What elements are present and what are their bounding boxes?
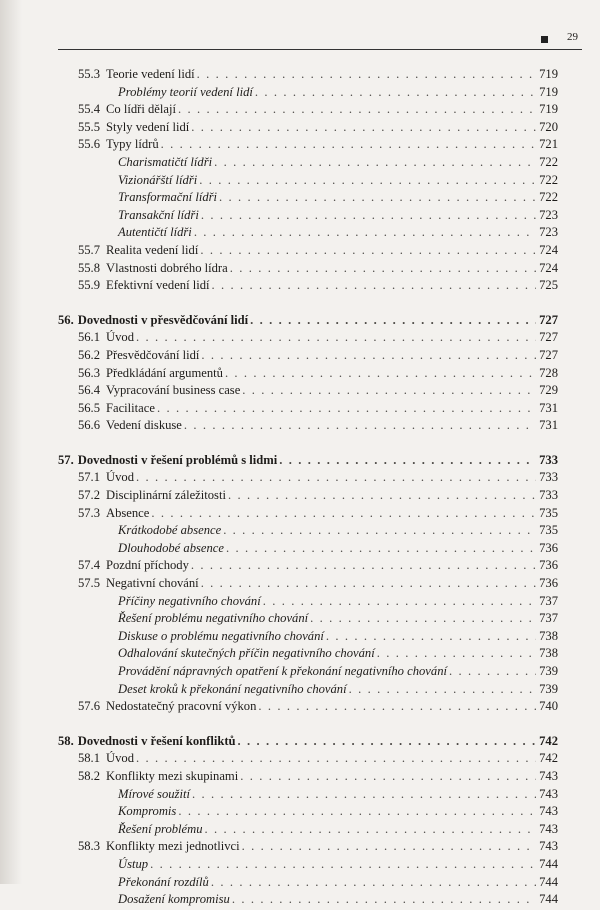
toc-subsection-row[interactable] bbox=[58, 85, 558, 103]
toc-dot-leader bbox=[447, 664, 536, 679]
toc-entry-title: Transformační lídři bbox=[118, 190, 218, 205]
toc-section-row[interactable] bbox=[58, 261, 558, 279]
toc-entry-title: Disciplinární záležitosti bbox=[106, 488, 226, 503]
toc-entry-page: 743 bbox=[539, 821, 558, 836]
toc-subsection-row[interactable] bbox=[58, 875, 558, 893]
toc-entry-title: Pozdní příchody bbox=[106, 558, 189, 573]
toc-entry-page: 724 bbox=[539, 260, 558, 275]
toc-dot-leader bbox=[210, 278, 536, 293]
toc-subsection-row[interactable] bbox=[58, 155, 558, 173]
toc-entry-page: 727 bbox=[539, 330, 558, 345]
toc-dot-leader bbox=[197, 173, 536, 188]
toc-dot-leader bbox=[230, 892, 536, 907]
toc-entry-number: 55.9 bbox=[77, 278, 100, 293]
toc-entry-title: Nedostatečný pracovní výkon bbox=[106, 699, 257, 714]
toc-subsection-row[interactable] bbox=[58, 173, 558, 191]
toc-entry-page: 728 bbox=[539, 365, 558, 380]
toc-dot-leader bbox=[221, 523, 536, 538]
toc-entry-page: 733 bbox=[539, 452, 558, 467]
toc-dot-leader bbox=[176, 804, 536, 819]
toc-entry-page: 740 bbox=[539, 699, 558, 714]
toc-entry-page: 719 bbox=[539, 67, 558, 81]
toc-subsection-row[interactable] bbox=[58, 892, 558, 910]
toc-entry-page: 719 bbox=[539, 102, 558, 117]
toc-dot-leader bbox=[134, 751, 536, 766]
toc-section-row[interactable] bbox=[58, 137, 558, 155]
toc-entry-page: 743 bbox=[539, 786, 558, 801]
chapter-gap bbox=[58, 296, 558, 313]
toc-dot-leader bbox=[240, 839, 536, 854]
toc-entry-title: Dovednosti v řešení problémů s lidmi bbox=[77, 452, 278, 467]
toc-entry-number: 58.1 bbox=[77, 751, 100, 766]
toc-entry-title: Dovednosti v řešení konfliktů bbox=[77, 733, 236, 748]
toc-entry-title: Co lídři dělají bbox=[106, 102, 176, 117]
toc-entry-page: 743 bbox=[539, 839, 558, 854]
toc-section-row[interactable] bbox=[58, 488, 558, 506]
page-number: 29 bbox=[567, 31, 578, 43]
toc-entry-number: 55.3 bbox=[77, 67, 100, 81]
toc-entry-number: 55.5 bbox=[77, 119, 100, 134]
toc-subsection-row[interactable] bbox=[58, 190, 558, 208]
toc-entry-number: 56.2 bbox=[77, 347, 100, 362]
toc-entry-title: Úvod bbox=[106, 470, 134, 485]
toc-dot-leader bbox=[149, 506, 536, 521]
toc-entry-number: 56.6 bbox=[77, 418, 100, 433]
toc-entry-number: 56.1 bbox=[77, 330, 100, 345]
toc-entry-page: 738 bbox=[539, 646, 558, 661]
toc-dot-leader bbox=[148, 857, 536, 872]
toc-entry-number: 57.1 bbox=[77, 470, 100, 485]
toc-section-row[interactable] bbox=[58, 769, 558, 787]
toc-entry-title: Negativní chování bbox=[106, 576, 199, 591]
toc-entry-number: 56. bbox=[58, 312, 74, 327]
toc-entry-title: Dlouhodobé absence bbox=[118, 540, 224, 555]
toc-entry-title: Charismatičtí lídři bbox=[118, 154, 213, 169]
chapter-gap bbox=[58, 717, 558, 734]
toc-section-row[interactable] bbox=[58, 401, 558, 419]
toc-entry-title: Řešení problému negativního chování bbox=[118, 611, 309, 626]
toc-entry-page: 743 bbox=[539, 804, 558, 819]
toc-entry-page: 739 bbox=[539, 681, 558, 696]
toc-subsection-row[interactable] bbox=[58, 225, 558, 243]
toc-dot-leader bbox=[155, 401, 536, 416]
toc-subsection-row[interactable] bbox=[58, 682, 558, 700]
toc-entry-page: 736 bbox=[539, 540, 558, 555]
toc-entry-title: Realita vedení lidí bbox=[106, 242, 199, 257]
page-header bbox=[58, 30, 578, 50]
toc-entry-page: 738 bbox=[539, 628, 558, 643]
toc-section-row[interactable] bbox=[58, 506, 558, 524]
toc-entry-title: Facilitace bbox=[106, 400, 155, 415]
toc-entry-page: 743 bbox=[539, 768, 558, 783]
toc-dot-leader bbox=[190, 787, 536, 802]
toc-chapter-row[interactable] bbox=[58, 313, 558, 331]
toc-entry-page: 744 bbox=[539, 892, 558, 907]
toc-subsection-row[interactable] bbox=[58, 523, 558, 541]
toc-dot-leader bbox=[261, 594, 536, 609]
toc-subsection-row[interactable] bbox=[58, 822, 558, 840]
toc-entry-title: Příčiny negativního chování bbox=[118, 593, 261, 608]
toc-entry-title: Autentičtí lídři bbox=[118, 225, 192, 240]
toc-dot-leader bbox=[228, 261, 536, 276]
toc-subsection-row[interactable] bbox=[58, 541, 558, 559]
toc-entry-title: Vypracování business case bbox=[106, 383, 241, 398]
toc-entry-page: 719 bbox=[539, 84, 558, 99]
toc-dot-leader bbox=[308, 611, 536, 626]
toc-section-row[interactable] bbox=[58, 470, 558, 488]
toc-entry-title: Kompromis bbox=[118, 804, 177, 819]
toc-chapter-row[interactable] bbox=[58, 734, 558, 752]
toc-section-row[interactable] bbox=[58, 348, 558, 366]
toc-dot-leader bbox=[134, 330, 536, 345]
toc-entry-page: 727 bbox=[539, 312, 558, 327]
toc-dot-leader bbox=[253, 85, 536, 100]
toc-dot-leader bbox=[189, 120, 536, 135]
toc-dot-leader bbox=[199, 348, 536, 363]
toc-entry-number: 56.3 bbox=[77, 365, 100, 380]
toc-entry-number: 57. bbox=[58, 452, 74, 467]
toc-entry-page: 733 bbox=[539, 470, 558, 485]
toc-entry-title: Transakční lídři bbox=[118, 207, 199, 222]
toc-dot-leader bbox=[236, 734, 536, 749]
toc-entry-page: 744 bbox=[539, 874, 558, 889]
toc-entry-number: 58.3 bbox=[77, 839, 100, 854]
toc-entry-title: Ústup bbox=[118, 856, 149, 871]
toc-entry-page: 731 bbox=[539, 418, 558, 433]
toc-entry-page: 736 bbox=[539, 558, 558, 573]
toc-dot-leader bbox=[226, 488, 536, 503]
toc-entry-number: 55.7 bbox=[77, 242, 100, 257]
toc-entry-number: 55.4 bbox=[77, 102, 100, 117]
toc-entry-title: Úvod bbox=[106, 751, 134, 766]
toc-dot-leader bbox=[195, 67, 536, 82]
toc-dot-leader bbox=[223, 366, 536, 381]
toc-dot-leader bbox=[347, 682, 536, 697]
toc-entry-number: 57.2 bbox=[77, 488, 100, 503]
toc-entry-title: Překonání rozdílů bbox=[118, 874, 209, 889]
toc-entry-number: 57.4 bbox=[77, 558, 100, 573]
toc-dot-leader bbox=[192, 225, 536, 240]
toc-entry-title: Vedení diskuse bbox=[106, 418, 182, 433]
toc-entry-page: 736 bbox=[539, 576, 558, 591]
toc-entry-title: Efektivní vedení lidí bbox=[106, 278, 210, 293]
toc-section-row[interactable] bbox=[58, 418, 558, 436]
table-of-contents bbox=[58, 67, 558, 910]
toc-entry-title: Dovednosti v přesvědčování lidí bbox=[77, 312, 249, 327]
toc-dot-leader bbox=[203, 822, 536, 837]
toc-entry-title: Provádění nápravných opatření k překonání negativního chování bbox=[118, 664, 447, 678]
toc-entry-page: 723 bbox=[539, 207, 558, 222]
toc-entry-title: Odhalování skutečných příčin negativního chování bbox=[118, 646, 375, 661]
toc-entry-page: 731 bbox=[539, 400, 558, 415]
toc-entry-page: 739 bbox=[539, 664, 558, 678]
toc-dot-leader bbox=[182, 418, 536, 433]
toc-entry-title: Typy lídrů bbox=[106, 137, 159, 152]
toc-entry-title: Absence bbox=[106, 505, 150, 520]
toc-subsection-row[interactable] bbox=[58, 857, 558, 875]
toc-dot-leader bbox=[324, 629, 536, 644]
toc-entry-title: Předkládání argumentů bbox=[106, 365, 223, 380]
toc-entry-number: 56.5 bbox=[77, 400, 100, 415]
toc-entry-page: 737 bbox=[539, 611, 558, 626]
toc-entry-page: 720 bbox=[539, 119, 558, 134]
toc-section-row[interactable] bbox=[58, 366, 558, 384]
toc-subsection-row[interactable] bbox=[58, 804, 558, 822]
toc-section-row[interactable] bbox=[58, 699, 558, 717]
toc-entry-page: 737 bbox=[539, 593, 558, 608]
toc-subsection-row[interactable] bbox=[58, 646, 558, 664]
toc-entry-page: 727 bbox=[539, 347, 558, 362]
page-gutter-shadow bbox=[0, 0, 22, 884]
toc-chapter-row[interactable] bbox=[58, 453, 558, 471]
toc-entry-title: Mírové soužití bbox=[118, 786, 190, 801]
toc-dot-leader bbox=[240, 383, 536, 398]
toc-section-row[interactable] bbox=[58, 558, 558, 576]
toc-entry-page: 722 bbox=[539, 172, 558, 187]
toc-entry-title: Deset kroků k překonání negativního chování bbox=[118, 681, 347, 696]
toc-entry-page: 721 bbox=[539, 137, 558, 152]
toc-section-row[interactable] bbox=[58, 278, 558, 296]
toc-entry-title: Řešení problému bbox=[118, 821, 203, 836]
toc-entry-number: 57.3 bbox=[77, 505, 100, 520]
toc-dot-leader bbox=[238, 769, 536, 784]
toc-subsection-row[interactable] bbox=[58, 629, 558, 647]
toc-entry-number: 57.6 bbox=[77, 699, 100, 714]
toc-dot-leader bbox=[277, 453, 536, 468]
toc-dot-leader bbox=[248, 313, 536, 328]
toc-section-row[interactable] bbox=[58, 751, 558, 769]
toc-dot-leader bbox=[256, 699, 536, 714]
toc-section-row[interactable] bbox=[58, 102, 558, 120]
toc-entry-page: 744 bbox=[539, 856, 558, 871]
toc-entry-title: Úvod bbox=[106, 330, 134, 345]
toc-entry-number: 55.6 bbox=[77, 137, 100, 152]
toc-entry-title: Diskuse o problému negativního chování bbox=[118, 628, 324, 643]
toc-entry-number: 56.4 bbox=[77, 383, 100, 398]
toc-subsection-row[interactable] bbox=[58, 594, 558, 612]
toc-dot-leader bbox=[176, 102, 536, 117]
toc-section-row[interactable] bbox=[58, 243, 558, 261]
toc-entry-page: 725 bbox=[539, 278, 558, 293]
toc-entry-page: 722 bbox=[539, 154, 558, 169]
toc-dot-leader bbox=[375, 646, 536, 661]
toc-entry-number: 58.2 bbox=[77, 768, 100, 783]
toc-dot-leader bbox=[198, 243, 536, 258]
toc-section-row[interactable] bbox=[58, 383, 558, 401]
toc-entry-number: 58. bbox=[58, 733, 74, 748]
toc-section-row[interactable] bbox=[58, 120, 558, 138]
toc-entry-number: 57.5 bbox=[77, 576, 100, 591]
header-square-mark bbox=[541, 36, 548, 43]
toc-section-row[interactable] bbox=[58, 330, 558, 348]
toc-dot-leader bbox=[209, 875, 536, 890]
toc-entry-title: Vlastnosti dobrého lídra bbox=[106, 260, 228, 275]
toc-subsection-row[interactable] bbox=[58, 208, 558, 226]
toc-dot-leader bbox=[224, 541, 536, 556]
chapter-gap bbox=[58, 436, 558, 453]
toc-entry-page: 723 bbox=[539, 225, 558, 240]
toc-subsection-row[interactable] bbox=[58, 611, 558, 629]
toc-entry-title: Styly vedení lidí bbox=[106, 119, 190, 134]
toc-dot-leader bbox=[159, 137, 536, 152]
toc-subsection-row[interactable] bbox=[58, 787, 558, 805]
toc-dot-leader bbox=[217, 190, 536, 205]
toc-entry-title: Vizionářští lídři bbox=[118, 172, 198, 187]
toc-entry-page: 722 bbox=[539, 190, 558, 205]
toc-section-row[interactable] bbox=[58, 839, 558, 857]
toc-entry-title: Krátkodobé absence bbox=[118, 523, 222, 538]
toc-dot-leader bbox=[199, 208, 536, 223]
toc-section-row[interactable] bbox=[58, 67, 558, 85]
toc-dot-leader bbox=[134, 470, 536, 485]
toc-section-row[interactable] bbox=[58, 576, 558, 594]
toc-entry-page: 735 bbox=[539, 505, 558, 520]
toc-dot-leader bbox=[212, 155, 536, 170]
toc-entry-title: Konflikty mezi jednotlivci bbox=[106, 839, 240, 854]
header-rule bbox=[58, 49, 582, 50]
toc-entry-page: 735 bbox=[539, 523, 558, 538]
toc-entry-title: Problémy teorií vedení lidí bbox=[118, 84, 253, 99]
toc-entry-title: Přesvědčování lidí bbox=[106, 347, 200, 362]
toc-entry-page: 729 bbox=[539, 383, 558, 398]
toc-entry-title: Teorie vedení lidí bbox=[106, 67, 195, 81]
toc-subsection-row[interactable] bbox=[58, 664, 558, 682]
toc-entry-page: 742 bbox=[539, 751, 558, 766]
toc-dot-leader bbox=[199, 576, 536, 591]
toc-entry-page: 733 bbox=[539, 488, 558, 503]
toc-entry-page: 724 bbox=[539, 242, 558, 257]
toc-entry-title: Dosažení kompromisu bbox=[118, 892, 230, 907]
toc-entry-number: 55.8 bbox=[77, 260, 100, 275]
toc-entry-page: 742 bbox=[539, 733, 558, 748]
toc-dot-leader bbox=[189, 558, 536, 573]
toc-entry-title: Konflikty mezi skupinami bbox=[106, 768, 239, 783]
